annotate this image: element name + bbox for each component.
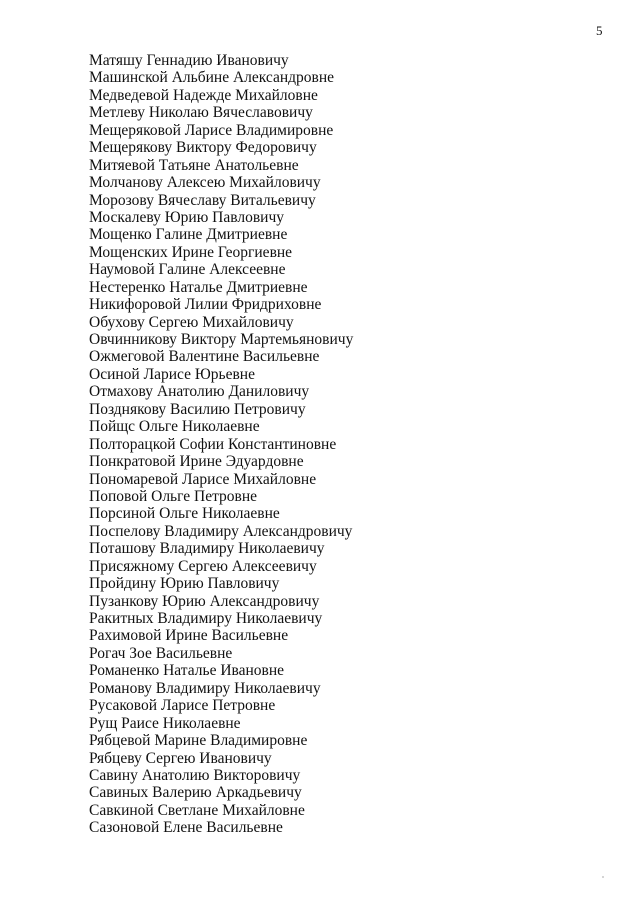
name-entry: Рогач Зое Васильевне [89, 644, 233, 662]
name-entry: Понкратовой Ирине Эдуардовне [89, 453, 304, 471]
name-entry: Поташову Владимиру Николаевичу [89, 540, 325, 558]
name-entry: Поспелову Владимиру Александровичу [89, 522, 353, 540]
name-entry: Пузанкову Юрию Александровичу [89, 592, 320, 610]
name-entry: Порсиной Ольге Николаевне [89, 505, 280, 523]
name-entry: Поповой Ольге Петровне [89, 487, 258, 505]
name-entry: Рущ Раисе Николаевне [89, 714, 241, 732]
name-entry: Сазоновой Елене Васильевне [89, 819, 283, 837]
name-entry: Ракитных Владимиру Николаевичу [89, 610, 323, 627]
name-entry: Рябцеву Сергею Ивановичу [89, 749, 272, 767]
name-entry: Романенко Наталье Ивановне [89, 662, 285, 680]
name-entry: Никифоровой Лилии Фридриховне [89, 296, 322, 314]
name-entry: Нестеренко Наталье Дмитриевне [89, 278, 308, 296]
name-entry: Осиной Ларисе Юрьевне [89, 365, 255, 383]
name-entry: Овчинникову Виктору Мартемьяновичу [89, 331, 354, 348]
name-entry: Рябцевой Марине Владимировне [89, 732, 308, 750]
name-entry: Романову Владимиру Николаевичу [89, 679, 321, 697]
page-number: 5 [596, 23, 603, 38]
name-entry: Метлеву Николаю Вячеславовичу [89, 104, 313, 122]
name-entry: Присяжному Сергею Алексеевичу [89, 557, 317, 575]
name-entry: Рахимовой Ирине Васильевне [89, 627, 289, 645]
name-entry: Пройдину Юрию Павловичу [89, 575, 280, 593]
name-entry: Москалеву Юрию Павловичу [89, 208, 285, 226]
name-entry: Позднякову Василию Петровичу [89, 400, 306, 418]
name-entry: Мещерякову Виктору Федоровичу [89, 139, 317, 157]
names-list [89, 52, 353, 837]
scan-speck [602, 876, 604, 878]
name-entry: Савину Анатолию Викторовичу [89, 766, 301, 784]
name-entry: Ожмеговой Валентине Васильевне [89, 348, 320, 366]
name-entry: Савкиной Светлане Михайловне [89, 801, 305, 819]
name-entry: Савиных Валерию Аркадьевичу [89, 784, 302, 802]
name-entry: Молчанову Алексею Михайловичу [89, 174, 321, 192]
name-entry: Мещеряковой Ларисе Владимировне [89, 121, 334, 139]
name-entry: Машинской Альбине Александровне [89, 69, 335, 87]
name-entry: Мощенских Ирине Георгиевне [89, 243, 293, 261]
name-entry: Матяшу Геннадию Ивановичу [89, 52, 289, 69]
name-entry: Обухову Сергею Михайловичу [89, 313, 294, 331]
name-entry: Митяевой Татьяне Анатольевне [89, 156, 299, 174]
name-entry: Мощенко Галине Дмитриевне [89, 226, 288, 244]
name-entry: Наумовой Галине Алексеевне [89, 261, 286, 279]
name-entry: Медведевой Надежде Михайловне [89, 86, 318, 104]
name-entry: Русаковой Ларисе Петровне [89, 697, 276, 715]
name-entry: Пойщс Ольге Николаевне [89, 418, 260, 436]
name-entry: Морозову Вячеславу Витальевичу [89, 191, 316, 209]
name-entry: Отмахову Анатолию Даниловичу [89, 383, 310, 401]
name-entry: Полторацкой Софии Константиновне [89, 435, 337, 453]
name-entry: Пономаревой Ларисе Михайловне [89, 470, 317, 488]
